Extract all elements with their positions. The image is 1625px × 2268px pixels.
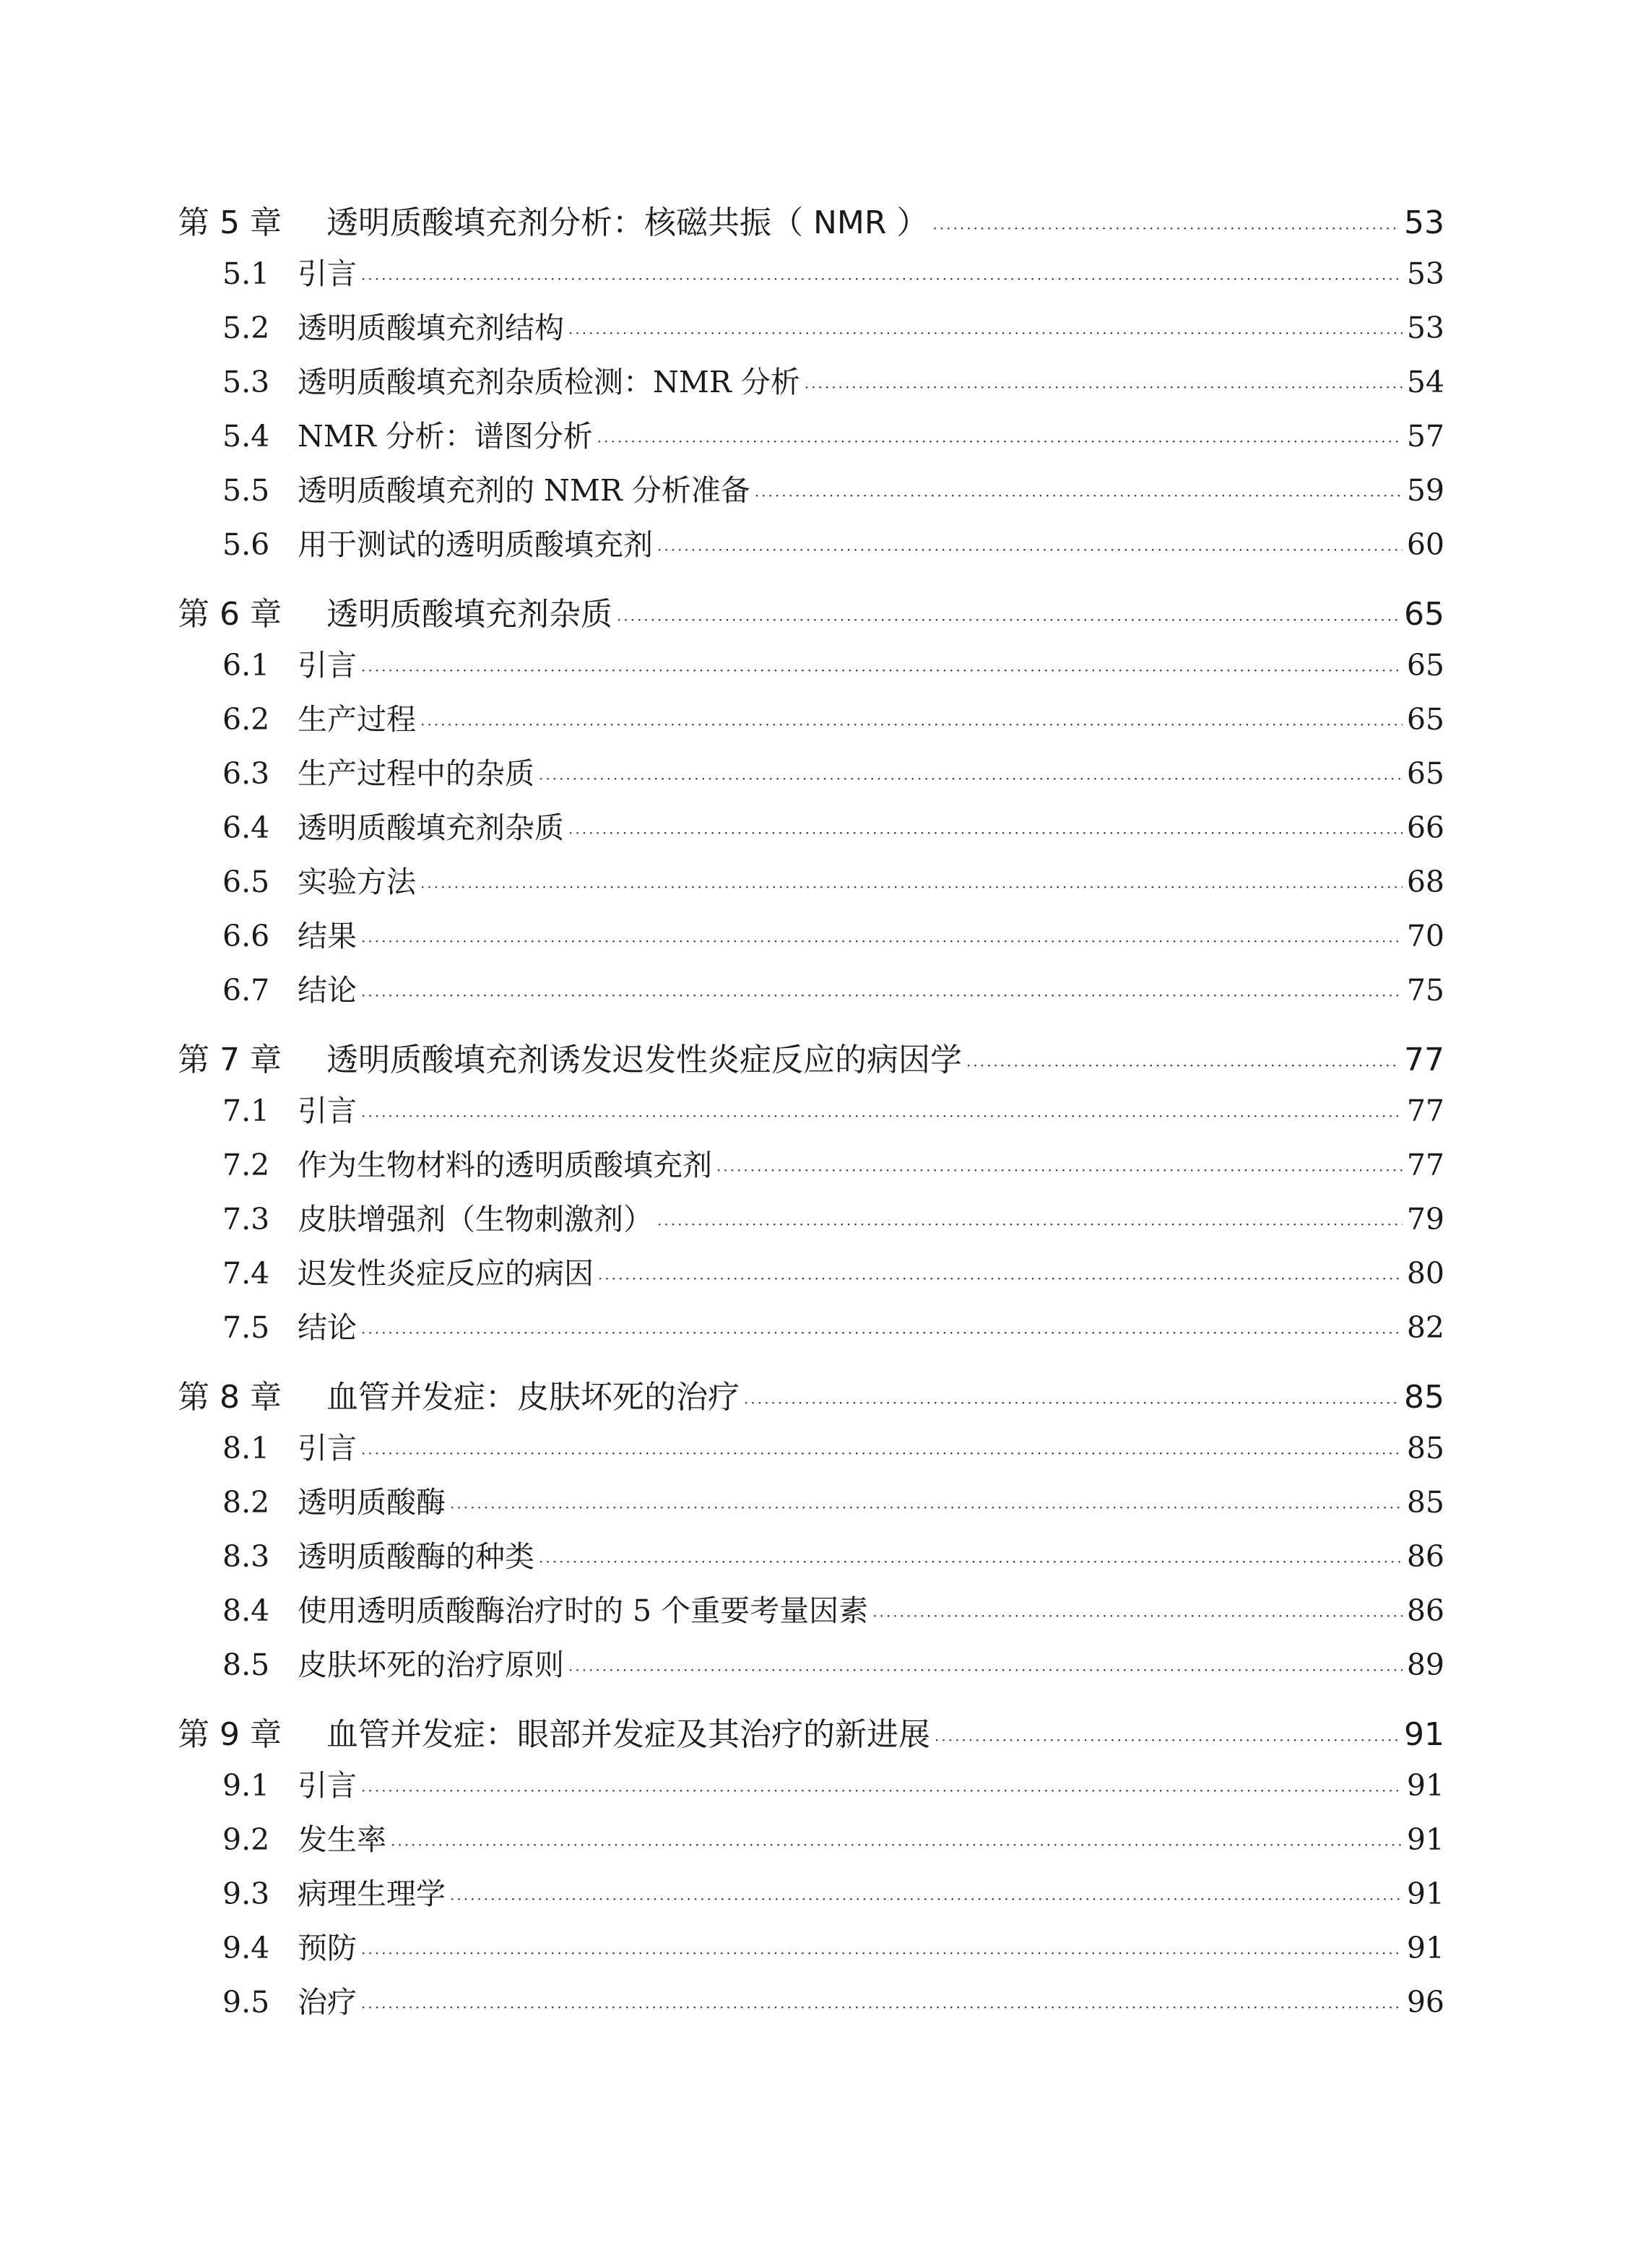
section-title: 引言 [298,1094,357,1128]
section-number: 8.4 [222,1593,270,1628]
section-entry[interactable] [178,1638,1444,1692]
chapter-prefix: 第 [178,1379,209,1416]
section-number: 5.2 [222,311,270,345]
section-entry[interactable] [178,1193,1444,1247]
section-page-number: 54 [1406,365,1444,399]
section-entry[interactable] [178,1301,1444,1355]
table-of-contents [178,199,1444,2030]
dot-leader [361,1427,1403,1481]
section-title: 透明质酸填充剂杂质检测：NMR 分析 [298,365,800,399]
section-title: 迟发性炎症反应的病因 [298,1256,594,1291]
section-number: 6.6 [222,919,270,953]
chapter-suffix: 章 [250,596,282,633]
section-number: 8.5 [222,1648,270,1682]
section-number: 8.2 [222,1485,270,1520]
chapter-prefix: 第 [178,1042,209,1078]
section-page-number: 53 [1406,256,1444,291]
section-page-number: 85 [1406,1485,1444,1520]
section-page-number: 82 [1406,1310,1444,1345]
section-page-number: 65 [1406,648,1444,683]
chapter-title: 透明质酸填充剂分析：核磁共振（ NMR ） [326,204,929,241]
section-entry[interactable] [178,1421,1444,1476]
section-entry[interactable] [178,1759,1444,1813]
dot-leader [391,1818,1403,1872]
dot-leader [657,1198,1403,1252]
chapter-digit: 6 [220,596,240,633]
section-entry[interactable] [178,1584,1444,1638]
section-page-number: 77 [1406,1094,1444,1128]
chapter-number [178,591,326,639]
dot-leader [361,969,1403,1023]
dot-leader [598,1252,1403,1306]
section-page-number: 53 [1406,311,1444,345]
section-page-number: 59 [1406,473,1444,508]
section-page-number: 86 [1406,1593,1444,1628]
section-page-number: 79 [1406,1202,1444,1237]
section-title: 预防 [298,1931,357,1965]
dot-leader [597,415,1403,469]
section-entry[interactable] [178,1084,1444,1138]
section-entry[interactable] [178,1867,1444,1921]
dot-leader [932,204,1400,252]
section-title: 结果 [298,919,357,953]
section-title: 透明质酸酶 [298,1485,446,1520]
section-title: 生产过程中的杂质 [298,756,534,791]
chapter-page-number: 65 [1404,596,1444,633]
chapter-heading[interactable] [178,1711,1444,1759]
dot-leader [805,360,1403,415]
section-number: 9.2 [222,1822,270,1857]
section-page-number: 60 [1406,527,1444,562]
chapter-page-number: 53 [1404,204,1444,241]
chapter-number [178,199,326,247]
section-page-number: 75 [1406,973,1444,1008]
section-entry[interactable] [178,801,1444,855]
section-entry[interactable] [178,301,1444,355]
section-title: 结论 [298,1310,357,1345]
section-entry[interactable] [178,1530,1444,1584]
dot-leader [568,1643,1403,1697]
chapter-page-number: 77 [1404,1042,1444,1078]
chapter-number [178,1711,326,1759]
section-entry[interactable] [178,1921,1444,1975]
chapter-suffix: 章 [250,1042,282,1078]
section-number: 7.1 [222,1094,270,1128]
chapter-title: 透明质酸填充剂杂质 [326,596,612,633]
section-page-number: 65 [1406,756,1444,791]
section-number: 5.4 [222,419,270,454]
chapter-title: 血管并发症：皮肤坏死的治疗 [326,1379,740,1416]
section-number: 6.4 [222,810,270,845]
dot-leader [935,1716,1400,1764]
dot-leader [420,698,1403,752]
dot-leader [361,1089,1403,1143]
section-page-number: 91 [1406,1931,1444,1965]
section-page-number: 91 [1406,1768,1444,1803]
dot-leader [450,1872,1403,1926]
section-page-number: 96 [1406,1985,1444,2020]
section-number: 6.2 [222,702,270,737]
dot-leader [361,644,1403,698]
dot-leader [361,1981,1403,2035]
dot-leader [361,1926,1403,1981]
section-title: 用于测试的透明质酸填充剂 [298,527,653,562]
dot-leader [420,860,1403,914]
dot-leader [744,1379,1400,1427]
section-title: 透明质酸酶的种类 [298,1539,534,1574]
section-page-number: 70 [1406,919,1444,953]
section-number: 7.3 [222,1202,270,1237]
chapter-digit: 5 [220,204,240,241]
section-number: 5.6 [222,527,270,562]
section-number: 8.3 [222,1539,270,1574]
dot-leader [539,1535,1403,1589]
section-entry[interactable] [178,518,1444,572]
section-entry[interactable] [178,1975,1444,2030]
section-title: 作为生物材料的透明质酸填充剂 [298,1148,712,1182]
section-number: 8.1 [222,1431,270,1466]
chapter-prefix: 第 [178,204,209,241]
dot-leader [568,306,1403,360]
dot-leader [755,469,1403,523]
section-page-number: 57 [1406,419,1444,454]
section-title: 治疗 [298,1985,357,2020]
section-entry[interactable] [178,964,1444,1018]
section-entry[interactable] [178,747,1444,801]
dot-leader [361,914,1403,969]
section-page-number: 89 [1406,1648,1444,1682]
dot-leader [657,523,1403,577]
section-number: 7.2 [222,1148,270,1182]
section-title: 发生率 [298,1822,386,1857]
chapter-6 [178,591,1444,1018]
section-title: 引言 [298,648,357,683]
section-entry[interactable] [178,247,1444,301]
section-title: 使用透明质酸酶治疗时的 5 个重要考量因素 [298,1593,869,1628]
section-number: 7.4 [222,1256,270,1291]
chapter-heading[interactable] [178,1036,1444,1084]
section-entry[interactable] [178,464,1444,518]
chapter-suffix: 章 [250,204,282,241]
section-number: 9.3 [222,1877,270,1911]
chapter-suffix: 章 [250,1716,282,1753]
chapter-title: 血管并发症：眼部并发症及其治疗的新进展 [326,1716,930,1753]
section-number: 6.1 [222,648,270,683]
chapter-page-number: 85 [1404,1379,1444,1416]
section-page-number: 86 [1406,1539,1444,1574]
section-number: 6.7 [222,973,270,1008]
section-number: 9.1 [222,1768,270,1803]
section-entry[interactable] [178,410,1444,464]
dot-leader [617,596,1400,644]
chapter-prefix: 第 [178,596,209,633]
section-entry[interactable] [178,909,1444,964]
section-title: 病理生理学 [298,1877,446,1911]
section-entry[interactable] [178,355,1444,410]
section-number: 7.5 [222,1310,270,1345]
section-number: 6.5 [222,865,270,899]
chapter-heading[interactable] [178,591,1444,639]
section-title: 引言 [298,1768,357,1803]
section-number: 5.5 [222,473,270,508]
chapter-prefix: 第 [178,1716,209,1753]
chapter-heading[interactable] [178,1374,1444,1421]
section-page-number: 85 [1406,1431,1444,1466]
dot-leader [361,1764,1403,1818]
section-entry[interactable] [178,693,1444,747]
section-title: 实验方法 [298,865,416,899]
section-page-number: 80 [1406,1256,1444,1291]
section-number: 9.4 [222,1931,270,1965]
section-title: 结论 [298,973,357,1008]
chapter-title: 透明质酸填充剂诱发迟发性炎症反应的病因学 [326,1042,962,1078]
section-entry[interactable] [178,639,1444,693]
section-page-number: 91 [1406,1877,1444,1911]
chapter-digit: 9 [220,1716,240,1753]
chapter-7 [178,1036,1444,1355]
chapter-9 [178,1711,1444,2030]
chapter-suffix: 章 [250,1379,282,1416]
section-number: 6.3 [222,756,270,791]
section-title: 透明质酸填充剂杂质 [298,810,564,845]
dot-leader [361,252,1403,306]
chapter-number [178,1374,326,1421]
section-entry[interactable] [178,1476,1444,1530]
section-number: 5.1 [222,256,270,291]
chapter-digit: 8 [220,1379,240,1416]
dot-leader [716,1143,1403,1198]
section-title: 皮肤坏死的治疗原则 [298,1648,564,1682]
chapter-8 [178,1374,1444,1692]
section-page-number: 68 [1406,865,1444,899]
dot-leader [872,1589,1403,1643]
dot-leader [966,1042,1400,1089]
section-title: 透明质酸填充剂结构 [298,311,564,345]
section-page-number: 77 [1406,1148,1444,1182]
section-title: NMR 分析：谱图分析 [298,419,593,454]
section-page-number: 66 [1406,810,1444,845]
section-title: 引言 [298,256,357,291]
chapter-5 [178,199,1444,572]
section-entry[interactable] [178,1813,1444,1867]
dot-leader [361,1306,1403,1360]
chapter-digit: 7 [220,1042,240,1078]
section-number: 5.3 [222,365,270,399]
chapter-number [178,1036,326,1084]
chapter-page-number: 91 [1404,1716,1444,1753]
section-title: 引言 [298,1431,357,1466]
chapter-heading[interactable] [178,199,1444,247]
dot-leader [568,806,1403,860]
section-number: 9.5 [222,1985,270,2020]
section-entry[interactable] [178,855,1444,909]
dot-leader [450,1481,1403,1535]
section-entry[interactable] [178,1247,1444,1301]
section-title: 透明质酸填充剂的 NMR 分析准备 [298,473,750,508]
dot-leader [539,752,1403,806]
section-title: 生产过程 [298,702,416,737]
section-page-number: 91 [1406,1822,1444,1857]
section-entry[interactable] [178,1138,1444,1193]
section-page-number: 65 [1406,702,1444,737]
section-title: 皮肤增强剂（生物刺激剂） [298,1202,653,1237]
